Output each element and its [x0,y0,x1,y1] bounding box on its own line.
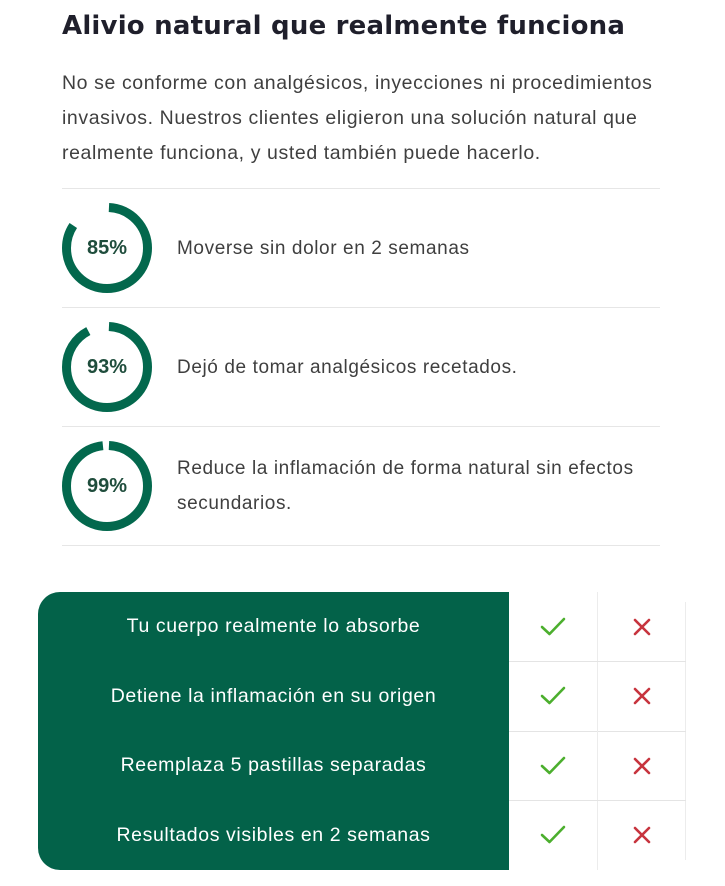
stat-percent: 93% [86,355,128,378]
content-column [62,0,660,546]
intro-paragraph: No se conforme con analgésicos, inyecciones ni procedimientos invasivos. Nuestros clientes eligieron una solución natural que realmente funciona, y usted también puede hacerlo. [62,72,653,164]
stats-list [62,188,660,546]
cross-icon [633,687,651,705]
check-icon [540,755,566,777]
stat-percent: 85% [86,236,128,259]
table-row [38,731,686,801]
progress-ring [62,322,152,412]
cross-icon [633,757,651,775]
comparison-feature-label: Detiene la inflamación en su origen [110,684,437,707]
competitor-cell [597,592,686,662]
check-icon [540,824,566,846]
stat-percent: 99% [86,474,128,497]
ours-cell [509,801,597,871]
competitor-cell [597,801,686,871]
page-title: Alivio natural que realmente funciona [62,11,626,41]
ours-cell [509,662,597,732]
stat-item [62,427,660,545]
competitor-cell [597,731,686,801]
progress-ring [62,441,152,531]
stat-item [62,308,660,426]
table-row [38,592,686,662]
progress-ring [62,203,152,293]
competitor-cell [597,662,686,732]
check-icon [540,685,566,707]
ours-cell [509,731,597,801]
divider [62,545,660,546]
stat-text: Moverse sin dolor en 2 semanas [177,237,470,259]
check-icon [540,616,566,638]
ours-cell [509,592,597,662]
cross-icon [633,826,651,844]
comparison-feature-label: Tu cuerpo realmente lo absorbe [126,615,421,638]
stat-text: Dejó de tomar analgésicos recetados. [177,356,518,378]
cross-icon [633,618,651,636]
comparison-table [38,592,686,870]
stat-text: Reduce la inflamación de forma natural sin efectos secundarios. [177,458,634,514]
table-row [38,662,686,732]
stat-item [62,189,660,307]
comparison-feature-label: Reemplaza 5 pastillas separadas [120,754,427,777]
comparison-feature-label: Resultados visibles en 2 semanas [116,823,431,846]
table-row [38,801,686,871]
